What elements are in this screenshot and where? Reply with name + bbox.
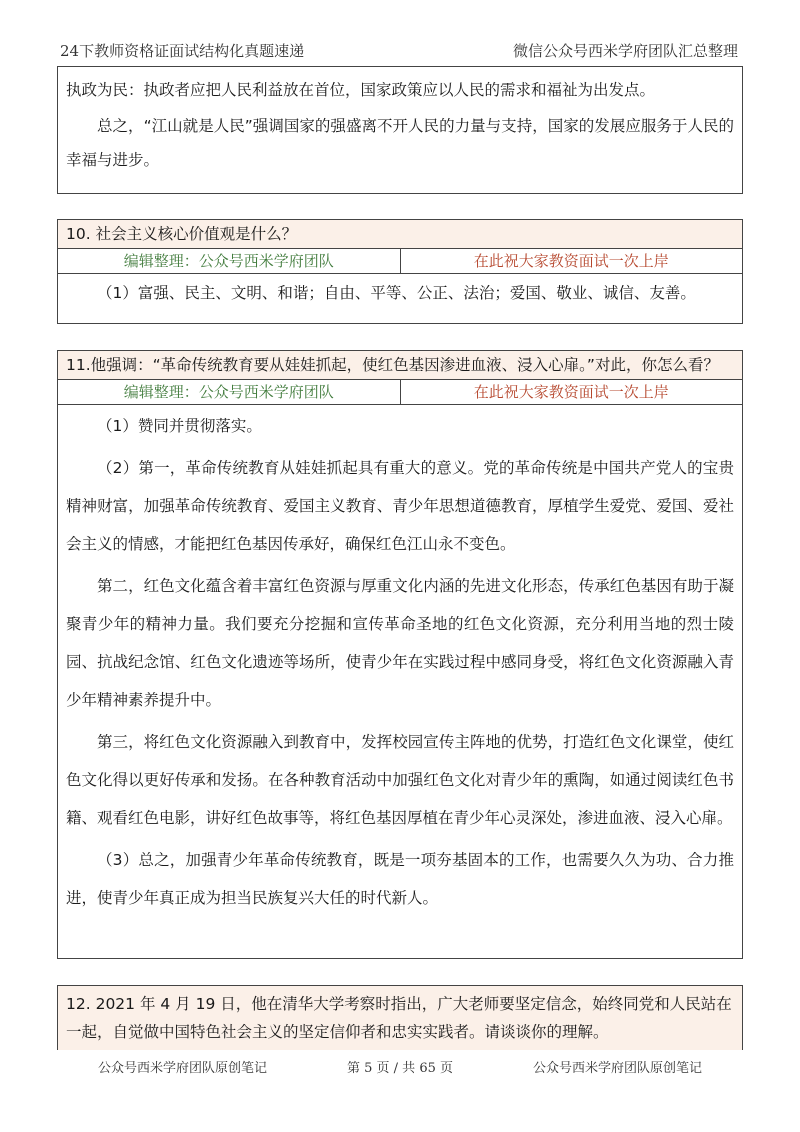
question-box-10 xyxy=(57,219,743,324)
wish-text: 在此祝大家教资面试一次上岸 xyxy=(473,252,669,270)
answer-paragraph: 总之，“江山就是人民”强调国家的强盛离不开人民的力量与支持，国家的发展应服务于人民的幸福与进步。 xyxy=(66,117,734,169)
answer-area xyxy=(58,405,742,917)
header-right-title: 微信公众号西米学府团队汇总整理 xyxy=(512,42,738,60)
answer-paragraph: 执政为民：执政者应把人民利益放在首位，国家政策应以人民的需求和福祉为出发点。 xyxy=(66,81,656,99)
meta-row xyxy=(58,380,742,405)
continued-answer-box xyxy=(57,66,743,194)
meta-row xyxy=(58,249,742,274)
answer-paragraph: 第三，将红色文化资源融入到教育中，发挥校园宣传主阵地的优势，打造红色文化课堂，使红色文化得以更好传承和发扬。在各种教育活动中加强红色文化对青少年的熏陶，如通过阅读红色书籍、观看红色电影，讲好红色故事等，将红色基因厚植在青少年心灵深处，渗进血液、浸入心扉。 xyxy=(66,733,734,827)
question-title: 10. 社会主义核心价值观是什么？ xyxy=(58,220,742,249)
question-box-11 xyxy=(57,350,743,959)
page-number: 第 5 页 / 共 65 页 xyxy=(347,1061,453,1076)
answer-paragraph: （1）富强、民主、文明、和谐；自由、平等、公正、法治；爱国、敬业、诚信、友善。 xyxy=(97,284,696,302)
question-title: 12. 2021 年 4 月 19 日，他在清华大学考察时指出，广大老师要坚定信念，始终同党和人民站在一起，自觉做中国特色社会主义的坚定信仰者和忠实实践者。请谈谈你的理解。 xyxy=(58,986,742,1048)
answer-paragraph: 第二，红色文化蕴含着丰富红色资源与厚重文化内涵的先进文化形态，传承红色基因有助于凝聚青少年的精神力量。我们要充分挖掘和宣传革命圣地的红色文化资源，充分利用当地的烈士陵园、抗战纪念馆、红色文化遗迹等场所，使青少年在实践过程中感同身受，将红色文化资源融入青少年精神素养提升中。 xyxy=(66,577,734,709)
answer-area xyxy=(58,274,742,310)
editor-credit: 编辑整理：公众号西米学府团队 xyxy=(58,249,401,273)
question-box-12 xyxy=(57,985,743,1050)
footer-left-note: 公众号西米学府团队原创笔记 xyxy=(98,1061,268,1076)
answer-paragraph: （3）总之，加强青少年革命传统教育，既是一项夯基固本的工作，也需要久久为功、合力推进，使青少年真正成为担当民族复兴大任的时代新人。 xyxy=(66,851,734,907)
editor-credit: 编辑整理：公众号西米学府团队 xyxy=(58,380,401,404)
answer-paragraph: （2）第一，革命传统教育从娃娃抓起具有重大的意义。党的革命传统是中国共产党人的宝贵精神财富，加强革命传统教育、爱国主义教育、青少年思想道德教育，厚植学生爱党、爱国、爱社会主义的情感，才能把红色基因传承好，确保红色江山永不变色。 xyxy=(66,459,734,553)
header-left-title: 24下教师资格证面试结构化真题速递 xyxy=(60,42,305,60)
wish-text: 在此祝大家教资面试一次上岸 xyxy=(473,383,669,401)
answer-paragraph: （1）赞同并贯彻落实。 xyxy=(97,417,262,435)
question-title: 11.他强调：“革命传统教育要从娃娃抓起，使红色基因渗进血液、浸入心扉。”对此，你怎么看？ xyxy=(58,351,742,380)
footer-right-note: 公众号西米学府团队原创笔记 xyxy=(532,1061,702,1076)
page-header xyxy=(60,36,738,67)
